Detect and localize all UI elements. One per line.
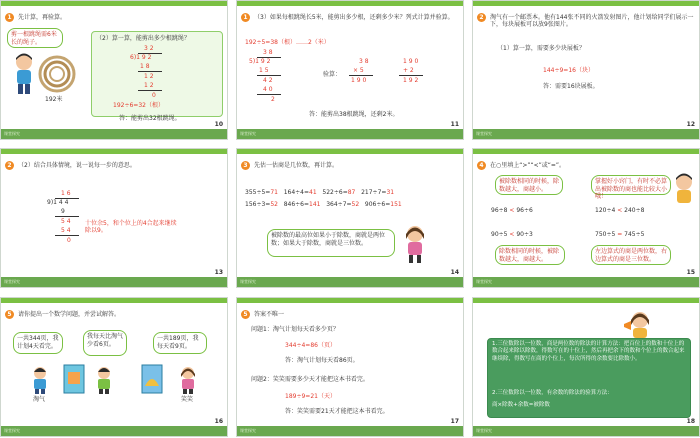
number-badge: 5 <box>241 310 250 319</box>
girl-illustration-icon <box>623 310 657 338</box>
slide-15[interactable] <box>472 148 700 288</box>
compare-4 <box>595 231 644 238</box>
step-line <box>138 71 162 72</box>
slide-footer <box>473 277 699 287</box>
step-line <box>257 94 281 95</box>
calc-row-1 <box>245 189 394 196</box>
hint-bubble: 掌握好小窍门，有时不必算出被除数的商也能比较大小哦！ <box>591 175 671 195</box>
slide-number: 10 <box>214 121 223 128</box>
step-1: 1 5 <box>259 67 269 74</box>
slide-number: 13 <box>214 269 223 276</box>
remainder: 0 <box>67 237 71 244</box>
book-cover-icon <box>63 364 85 394</box>
number-badge: 3 <box>241 161 250 170</box>
compare-right: 745÷5 <box>624 231 645 238</box>
slide-topbar <box>237 298 463 303</box>
remainder: 0 <box>152 92 156 99</box>
equation: 192÷6=32（根） <box>113 102 164 109</box>
compare-1 <box>491 207 533 214</box>
dividend-line: 5)1 9 2 <box>249 58 271 65</box>
slide-11[interactable] <box>236 0 464 140</box>
answer: 答：能剪出32根跳绳。 <box>119 115 181 122</box>
speech-bubble: 一共189页，我每天看9页。 <box>153 332 207 354</box>
slide-number: 17 <box>450 418 459 425</box>
footer-tag: 课堂探究 <box>476 131 492 136</box>
answer-1: 答：淘气计划每天看86页。 <box>285 357 359 364</box>
boy-illustration-icon <box>31 366 49 394</box>
compare-sign: < <box>617 207 623 214</box>
calc-expr: 217÷7= <box>361 189 387 196</box>
question-2: 问题2：笑笑需要多少天才能把这本书看完。 <box>251 376 369 383</box>
equation-2: 189÷9=21（天） <box>285 393 336 400</box>
number-badge: 5 <box>5 310 14 319</box>
answer: 答：能剪出38根跳绳，还剩2米。 <box>309 111 399 118</box>
slide-topbar <box>1 298 227 303</box>
slide-footer <box>1 277 227 287</box>
kid-name: 笑笑 <box>181 396 194 403</box>
summary-formula: 商×除数+余数=被除数 <box>492 402 550 408</box>
summary-point-2: 2.三位数除以一位数，有余数的除法的验算方法： <box>492 390 613 396</box>
calc-answer: 31 <box>386 189 395 196</box>
number-badge: 1 <box>5 13 14 22</box>
add-top: 1 9 0 <box>403 58 419 65</box>
compare-right: 90÷3 <box>516 231 533 238</box>
footer-tag: 课堂探究 <box>240 279 256 284</box>
compare-sign: < <box>509 231 515 238</box>
division-bar <box>55 198 79 199</box>
slide-17[interactable] <box>236 297 464 437</box>
step-note: 十位余5，和个位上的4合起来继续除以9。 <box>85 220 177 235</box>
slide-number: 18 <box>686 418 695 425</box>
mult-top: 3 8 <box>359 58 369 65</box>
question-text: （1）算一算，需要多少块展板？ <box>497 45 585 52</box>
add-line <box>399 75 423 76</box>
calc-expr: 522÷6= <box>322 189 348 196</box>
quotient: 3 2 <box>144 45 154 52</box>
hint-bubble: 除数相同的时候，被除数越大，商越大。 <box>495 245 565 265</box>
step-2: 1 2 <box>144 73 154 80</box>
hint-bubble: 被除数相同的时候，除数越大，商越小。 <box>495 175 563 195</box>
number-badge: 2 <box>477 13 486 22</box>
division-bar <box>257 57 281 58</box>
slide-footer <box>237 129 463 139</box>
calc-answer: 52 <box>270 201 278 208</box>
question-1: 问题1：淘气计划每天看多少页？ <box>251 326 339 333</box>
step-1: 9 <box>61 208 65 215</box>
slide-topbar <box>473 298 699 303</box>
girl-illustration-icon <box>403 225 427 263</box>
slide-number: 11 <box>450 121 459 128</box>
answer-2: 答：笑笑需要21天才能把这本书看完。 <box>285 408 389 415</box>
calc-answer: 71 <box>270 189 278 196</box>
slide-title: 在○里填上“>”“<”或“=”。 <box>490 162 565 169</box>
dividend-line: 9)1 4 4 <box>47 199 69 206</box>
calc-answer: 87 <box>347 189 356 196</box>
calc-expr: 846÷6= <box>283 201 310 208</box>
slide-14[interactable] <box>236 148 464 288</box>
book-cover-icon <box>141 364 163 394</box>
kid-name: 淘气 <box>33 396 46 403</box>
slide-footer <box>237 426 463 436</box>
slide-16[interactable] <box>0 297 228 437</box>
slide-title: 请你提出一个数学问题，并尝试解答。 <box>18 311 121 318</box>
equation: 144÷9=16（块） <box>543 67 594 74</box>
step-2: 5 4 <box>61 218 71 225</box>
division-bar <box>138 53 162 54</box>
slide-topbar <box>1 1 227 6</box>
footer-tag: 课堂探究 <box>476 428 492 433</box>
step-line <box>55 235 79 236</box>
calc-row-2 <box>245 201 402 208</box>
compare-left: 120÷4 <box>595 207 616 214</box>
equation: 192÷5=38（根）……2（米） <box>245 39 330 46</box>
footer-tag: 课堂探究 <box>4 428 20 433</box>
step-3: 4 0 <box>263 86 273 93</box>
calc-expr: 164÷4= <box>283 189 310 196</box>
step-2: 4 2 <box>263 77 273 84</box>
step-line <box>138 90 162 91</box>
boy-illustration-icon <box>673 173 695 203</box>
mult-result: 1 9 0 <box>351 77 367 84</box>
remainder: 2 <box>271 96 275 103</box>
slide-title: （2）结合具体情境，说一说每一步的意思。 <box>18 162 136 169</box>
slide-number: 16 <box>214 418 223 425</box>
number-badge: 2 <box>5 161 14 170</box>
check-label: 验算： <box>323 71 342 78</box>
question-text: （2）算一算，能剪出多少根跳绳？ <box>96 35 190 42</box>
step-1: 1 8 <box>140 63 150 70</box>
compare-right: 96÷6 <box>516 207 533 214</box>
calc-answer: 41 <box>309 189 317 196</box>
number-badge: 1 <box>241 13 250 22</box>
compare-3 <box>491 231 533 238</box>
slide-number: 12 <box>686 121 695 128</box>
hint-bubble: 左边算式的商是两位数，右边算式的商是三位数。 <box>591 245 671 265</box>
mult-mid: × 5 <box>353 67 364 74</box>
rope-length-label: 192米 <box>45 96 63 103</box>
footer-tag: 课堂探究 <box>240 131 256 136</box>
calc-answer: 52 <box>351 201 360 208</box>
dividend-line: 6)1 9 2 <box>130 54 152 61</box>
compare-left: 750÷5 <box>595 231 616 238</box>
footer-tag: 课堂探究 <box>240 428 256 433</box>
footer-tag: 课堂探究 <box>4 279 20 284</box>
footer-tag: 课堂探究 <box>476 279 492 284</box>
slide-footer <box>473 129 699 139</box>
slide-title: 答案不唯一 <box>254 311 285 318</box>
speech-bubble: 剪一根跳绳需6米长的绳子。 <box>7 28 63 48</box>
calc-answer: 141 <box>309 201 321 208</box>
speech-bubble: 一共344页，我计划4天看完。 <box>13 332 63 354</box>
slide-title: 先估一估商是几位数，再计算。 <box>254 162 339 169</box>
step-3: 5 4 <box>61 227 71 234</box>
slide-topbar <box>237 1 463 6</box>
step-line <box>55 216 79 217</box>
step-3: 1 2 <box>144 82 154 89</box>
answer: 答：需要16块展板。 <box>543 83 599 90</box>
slide-footer <box>473 426 699 436</box>
slide-13[interactable] <box>0 148 228 288</box>
add-mid: + 2 <box>403 67 414 74</box>
calc-expr: 906÷6= <box>364 201 391 208</box>
calc-expr: 364÷7= <box>326 201 352 208</box>
speech-bubble: 我每天比淘气少看6页。 <box>83 330 127 356</box>
slide-number: 15 <box>686 269 695 276</box>
quotient: 3 8 <box>263 49 273 56</box>
mult-line <box>349 75 373 76</box>
compare-left: 96÷8 <box>491 207 508 214</box>
question-text: （3）如果每根跳绳长5米，能剪出多少根，还剩多少米？列式计算并验算。 <box>254 14 454 21</box>
compare-right: 240÷8 <box>624 207 645 214</box>
slide-footer <box>1 129 227 139</box>
step-line <box>257 75 281 76</box>
calc-expr: 355÷5= <box>245 189 271 196</box>
problem-text: 淘气有一个邮票本。他有144张不同的火箭发射图片，他计划给同学们展示一下，每块展板可以放9张图片。 <box>490 14 694 29</box>
slide-number: 14 <box>450 269 459 276</box>
slide-topbar <box>237 149 463 154</box>
compare-left: 90÷5 <box>491 231 508 238</box>
calc-expr: 156÷3= <box>245 201 271 208</box>
slide-topbar <box>1 149 227 154</box>
summary-point-1: 1.三位数除以一位数，商是两位数的除法的计算方法：把百位上的数和十位上的数合起来除以除数，得数写在的十位上，然后再把余下的数和个位上的数合起来继续除，得数写在商的个位上，每次所得的余数要比除数小。 <box>492 341 685 362</box>
slide-18[interactable] <box>472 297 700 437</box>
slide-footer <box>1 426 227 436</box>
compare-2 <box>595 207 644 214</box>
slide-title: 先计算，再验算。 <box>18 14 67 21</box>
tip-bubble: 被除数的最高位如果小于除数，商就是两位数；如果大于除数，商就是三位数。 <box>267 229 395 257</box>
girl-illustration-icon <box>179 366 197 394</box>
rope-coil-icon <box>37 53 77 95</box>
calc-answer: 151 <box>390 201 402 208</box>
footer-tag: 课堂探究 <box>4 131 20 136</box>
quotient: 1 6 <box>61 190 71 197</box>
number-badge: 4 <box>477 161 486 170</box>
slide-topbar <box>473 149 699 154</box>
equation-1: 344÷4=86（页） <box>285 342 336 349</box>
slide-10[interactable] <box>0 0 228 140</box>
slide-footer <box>237 277 463 287</box>
compare-sign: = <box>617 231 623 238</box>
add-result: 1 9 2 <box>403 77 419 84</box>
slide-topbar <box>473 1 699 6</box>
slide-12[interactable] <box>472 0 700 140</box>
boy-illustration-icon <box>13 53 35 95</box>
boy-illustration-icon <box>95 366 113 394</box>
compare-sign: < <box>509 207 515 214</box>
